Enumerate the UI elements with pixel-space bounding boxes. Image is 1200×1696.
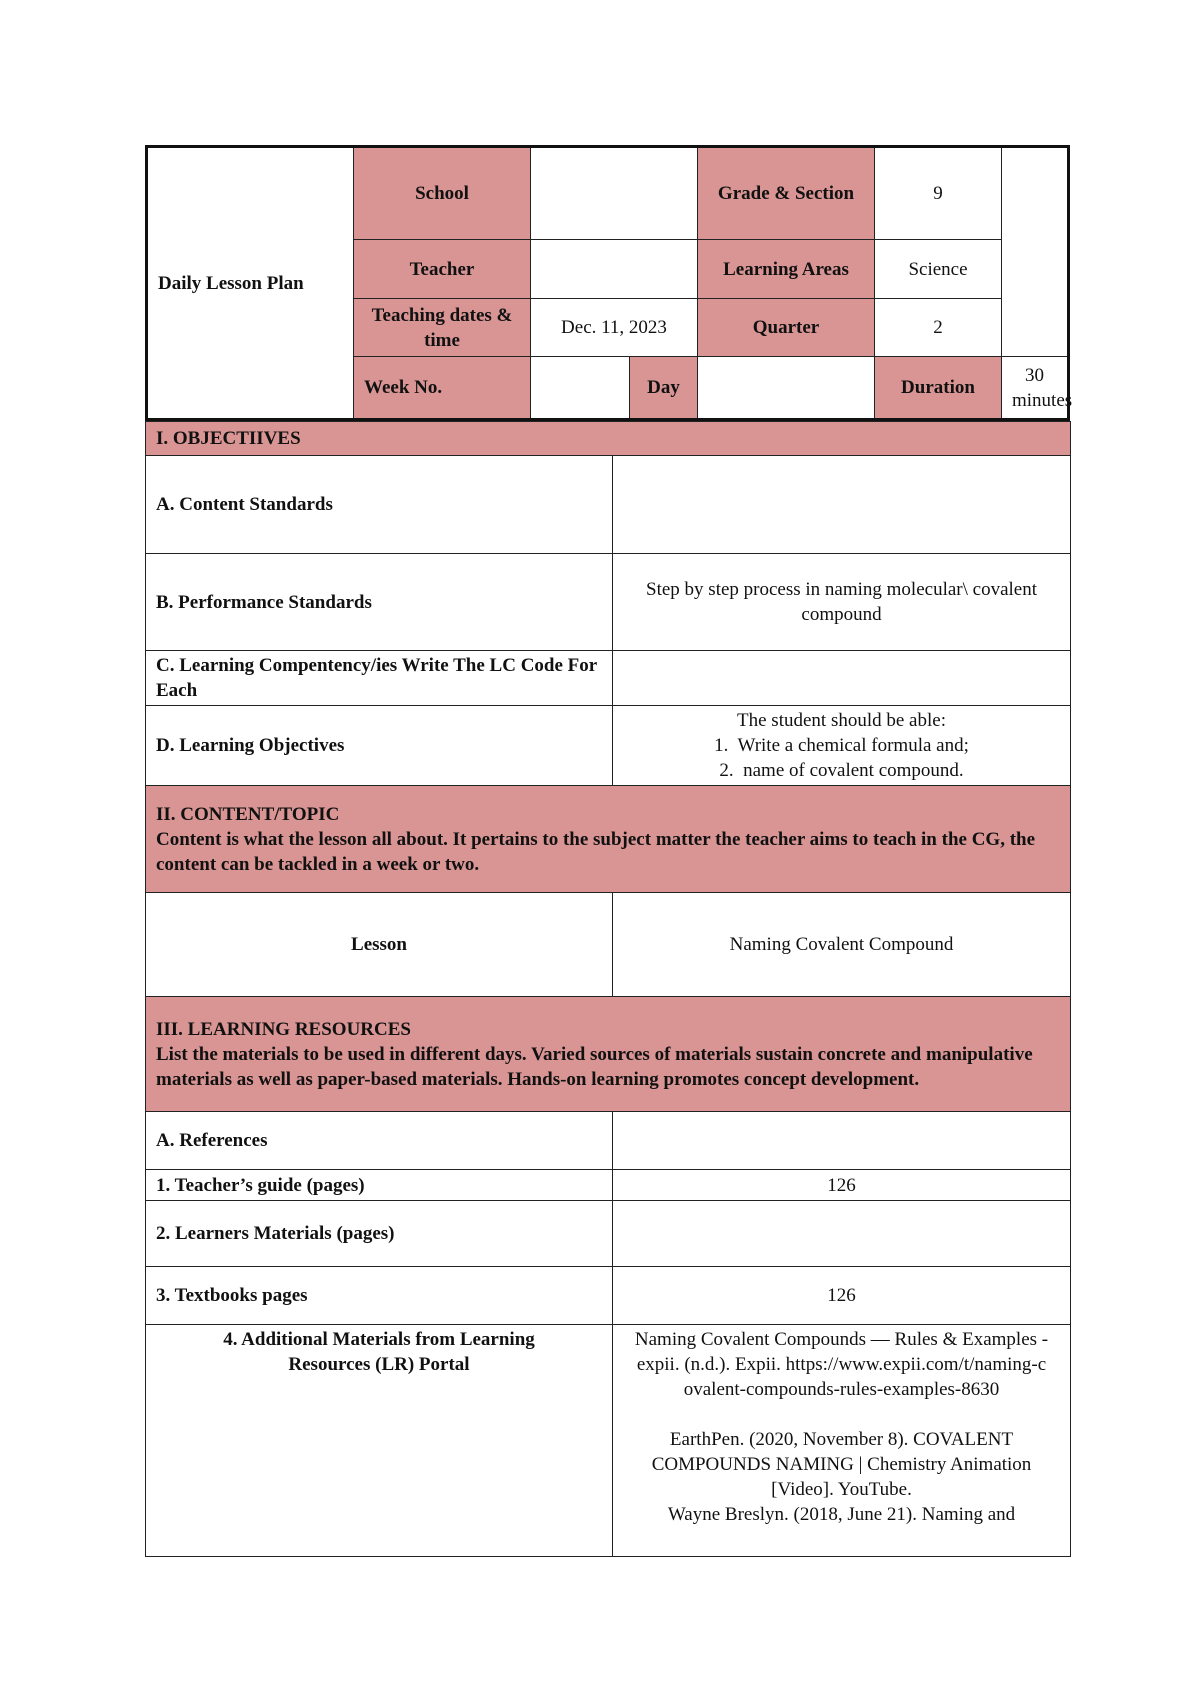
performance-standards-label: B. Performance Standards: [146, 554, 613, 651]
grade-section-value: 9: [875, 147, 1002, 240]
objectives-title: I. OBJECTIIVES: [146, 422, 1071, 456]
learners-materials-label: 2. Learners Materials (pages): [146, 1201, 613, 1267]
performance-standards-value: Step by step process in naming molecular\ covalent compound: [613, 554, 1071, 651]
learning-competencies-value: [613, 651, 1071, 706]
header-table: [145, 145, 1073, 421]
learning-objective-item-2: 2. name of covalent compound.: [719, 760, 964, 781]
additional-materials-label: 4. Additional Materials from Learning Resources (LR) Portal: [146, 1325, 613, 1557]
reference-spacer: [633, 1402, 1050, 1427]
teachers-guide-value: 126: [613, 1170, 1071, 1201]
duration-label: Duration: [875, 357, 1002, 420]
learning-objective-item-1: 1. Write a chemical formula and;: [714, 735, 969, 756]
learning-competencies-label: C. Learning Compentency/ies Write The LC Code For Each: [146, 651, 613, 706]
duration-value: 30 minutes: [1002, 357, 1069, 420]
learning-resources-title: III. LEARNING RESOURCES: [156, 1018, 411, 1040]
grade-section-label: Grade & Section: [698, 147, 875, 240]
content-standards-value: [613, 456, 1071, 554]
learning-objective-text-2: name of covalent compound.: [743, 760, 964, 781]
school-value: [531, 147, 698, 240]
references-label: A. References: [146, 1112, 613, 1170]
week-no-label: Week No.: [354, 357, 531, 420]
learning-resources-description: List the materials to be used in different days. Varied sources of materials sustain concrete and manipulative materials as well as paper-based materials. Hands-on learning promotes concept development.: [156, 1043, 1033, 1090]
teacher-value: [531, 240, 698, 299]
textbooks-label: 3. Textbooks pages: [146, 1267, 613, 1325]
week-no-value: [531, 357, 630, 420]
content-topic-section: [146, 786, 1071, 893]
learners-materials-value: [613, 1201, 1071, 1267]
additional-materials-value: [613, 1325, 1071, 1557]
teaching-dates-label: Teaching dates & time: [354, 299, 531, 357]
learning-areas-value: Science: [875, 240, 1002, 299]
quarter-value: 2: [875, 299, 1002, 357]
duration-label-spacer: [698, 357, 875, 420]
textbooks-value: 126: [613, 1267, 1071, 1325]
content-standards-label: A. Content Standards: [146, 456, 613, 554]
additional-reference-3: Wayne Breslyn. (2018, June 21). Naming and: [667, 1504, 1016, 1525]
content-topic-title: II. CONTENT/TOPIC: [156, 803, 340, 825]
learning-resources-section: [146, 997, 1071, 1112]
teaching-dates-value: Dec. 11, 2023: [531, 299, 698, 357]
school-label: School: [354, 147, 531, 240]
quarter-label: Quarter: [698, 299, 875, 357]
references-value: [613, 1112, 1071, 1170]
learning-objectives-value: [613, 706, 1071, 786]
additional-reference-2: EarthPen. (2020, November 8). COVALENT COMPOUNDS NAMING | Chemistry Animation [Video]. YouTube.: [651, 1429, 1032, 1500]
learning-objective-text-1: Write a chemical formula and;: [737, 735, 969, 756]
lesson-label: Lesson: [146, 893, 613, 997]
additional-reference-1: Naming Covalent Compounds — Rules & Examples - expii. (n.d.). Expii. https://www.expii.com/t/naming-covalent-compounds-rules-examples-8630: [634, 1329, 1049, 1400]
content-topic-description: Content is what the lesson all about. It pertains to the subject matter the teacher aims to teach in the CG, the content can be tackled in a week or two.: [156, 828, 1036, 875]
lesson-value: Naming Covalent Compound: [613, 893, 1071, 997]
teacher-label: Teacher: [354, 240, 531, 299]
day-label: Day: [630, 357, 698, 420]
daily-lesson-plan-title: Daily Lesson Plan: [147, 147, 354, 420]
learning-areas-label: Learning Areas: [698, 240, 875, 299]
teachers-guide-label: 1. Teacher’s guide (pages): [146, 1170, 613, 1201]
lesson-plan-page: [145, 145, 1073, 1557]
learning-objectives-label: D. Learning Objectives: [146, 706, 613, 786]
body-table: [145, 421, 1071, 1557]
learning-objectives-intro: The student should be able:: [737, 710, 946, 731]
